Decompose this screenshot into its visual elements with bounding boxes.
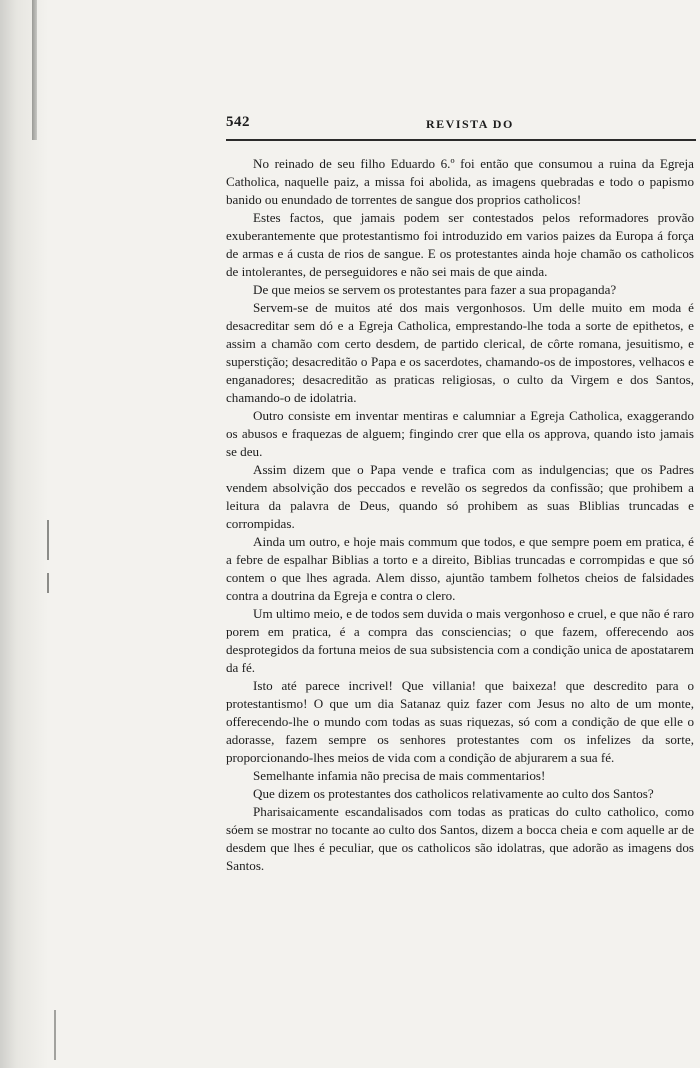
running-head: REVISTA DO [426, 117, 514, 131]
header-rule [226, 139, 696, 141]
article-body [226, 155, 694, 875]
page-number: 542 [226, 114, 250, 130]
paragraph: Ainda um outro, e hoje mais commum que todos, e que sempre poem em pratica, é a febre de espalhar Biblias a torto e a direito, Biblias truncadas e corrompidas e que só contem o que lhes agrada. Alem disso, ajuntão tambem folhetos cheios de falsidades contra a doutrina da Egreja e contra o clero. [226, 534, 694, 603]
paragraph: Assim dizem que o Papa vende e trafica com as indulgencias; que os Padres vendem absolvição dos peccados e revelão os segredos da confissão; que prohibem a leitura da palavra de Deus, quando só prohibem as suas Bliblias truncadas e corrompidas. [226, 462, 694, 531]
paragraph: Que dizem os protestantes dos catholicos relativamente ao culto dos Santos? [253, 786, 654, 801]
paragraph: Isto até parece incrivel! Que villania! que baixeza! que descredito para o protestantismo! O que um dia Satanaz quiz fazer com Jesus no alto de um monte, offerecendo-lhe o mundo com todas as suas riquezas, só com a condição de que elle o adorasse, fazem sempre os senhores protestantes com os infelizes da sorte, proporcionando-lhes meios de vida com a condição de abjurarem a sua fé. [226, 678, 694, 765]
paragraph: Outro consiste em inventar mentiras e calumniar a Egreja Catholica, exaggerando os abusos e fraquezas de alguem; fingindo crer que ella os approva, quando isto jamais se deu. [226, 408, 694, 459]
paragraph: Servem-se de muitos até dos mais vergonhosos. Um delle muito em moda é desacreditar sem dó e a Egreja Catholica, emprestando-lhe toda a sorte de epithetos, e assim a chamão com certo desdem, de partido clerical, de côrte romana, jesuitismo, e superstição; desacreditão o Papa e os sacerdotes, chamando-os de impostores, velhacos e enganadores; desacreditão as praticas religiosas, o culto da Virgem e dos Santos, chamando-o de idolatria. [226, 300, 694, 405]
paragraph: Um ultimo meio, e de todos sem duvida o mais vergonhoso e cruel, e que não é raro porem em pratica, é a compra das consciencias; o que fazem, offerecendo aos desprotegidos da fortuna meios de sua subsistencia com a condição unica de apostatarem da fé. [226, 606, 694, 675]
paragraph: Semelhante infamia não precisa de mais commentarios! [253, 768, 546, 783]
page-header [226, 114, 696, 138]
binding-mark [47, 573, 49, 593]
paragraph: Pharisaicamente escandalisados com todas as praticas do culto catholico, como sóem se mostrar no tocante ao culto dos Santos, dizem a bocca cheia e com aquelle ar de desdem que lhes é peculiar, que os catholicos são idolatras, que adorão as imagens dos Santos. [226, 804, 694, 873]
paragraph: Estes factos, que jamais podem ser contestados pelos reformadores provão exuberantemente que protestantismo foi introduzido em varios paizes da Europa á força de armas e á custa de rios de sangue. E os protestantes ainda hoje chamão os catholicos de intolerantes, de perseguidores e não sei mais de que ainda. [226, 210, 694, 279]
binding-mark [54, 1010, 56, 1060]
binding-mark [47, 520, 49, 560]
binding-mark [32, 0, 37, 140]
scan-margin-shadow [0, 0, 48, 1068]
paragraph: De que meios se servem os protestantes para fazer a sua propaganda? [253, 282, 617, 297]
paragraph: No reinado de seu filho Eduardo 6.º foi então que consumou a ruina da Egreja Catholica, naquelle paiz, a missa foi abolida, as imagens quebradas e todo o papismo banido ou enundado de torrentes de sangue dos proprios catholicos! [226, 156, 694, 207]
